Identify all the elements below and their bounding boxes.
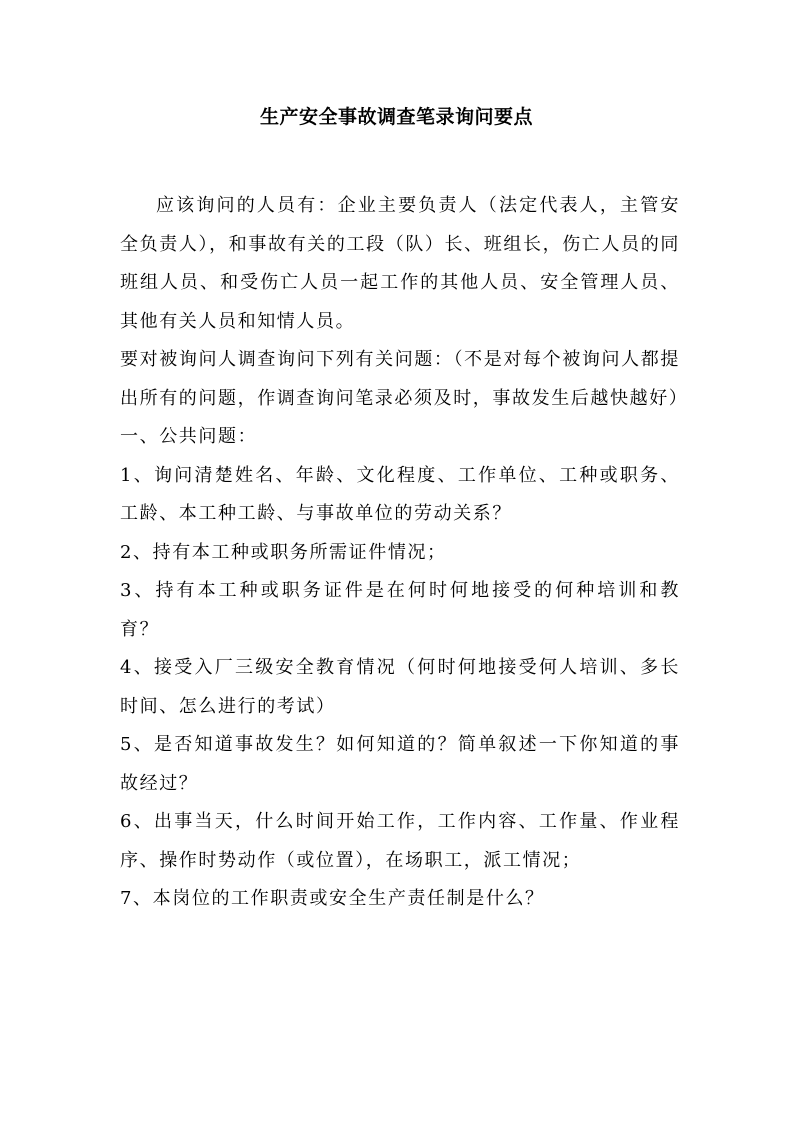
question-item-2: 2、持有本工种或职务所需证件情况； [120,541,447,563]
question-item-1: 1、询问清楚姓名、年龄、文化程度、工作单位、工种或职务、工龄、本工种工龄、与事故单位的劳动关系？ [120,464,680,524]
section-heading-public-questions: 一、公共问题： [120,426,258,447]
question-item-6: 6、出事当天，什么时间开始工作，工作内容、工作量、作业程序、操作时势动作（或位置），在场职工，派工情况； [120,811,680,871]
question-item-5: 5、是否知道事故发生？如何知道的？简单叙述一下你知道的事故经过？ [120,734,680,794]
document-body [120,187,689,919]
document-title: 生产安全事故调查笔录询问要点 [259,106,533,128]
question-item-3: 3、持有本工种或职务证件是在何时何地接受的何种培训和教育？ [120,580,680,640]
paragraph-interviewees: 应该询问的人员有：企业主要负责人（法定代表人，主管安全负责人），和事故有关的工段（队）长、班组长，伤亡人员的同班组人员、和受伤亡人员一起工作的其他人员、安全管理人员、其他有关人员和知情人员。 [120,195,680,332]
question-item-4: 4、接受入厂三级安全教育情况（何时何地接受何人培训、多长时间、怎么进行的考试） [120,657,680,717]
question-item-7: 7、本岗位的工作职责或安全生产责任制是什么？ [120,888,545,909]
paragraph-instructions: 要对被询问人调查询问下列有关问题：（不是对每个被询问人都提出所有的问题，作调查询问笔录必须及时，事故发生后越快越好） [120,349,689,409]
